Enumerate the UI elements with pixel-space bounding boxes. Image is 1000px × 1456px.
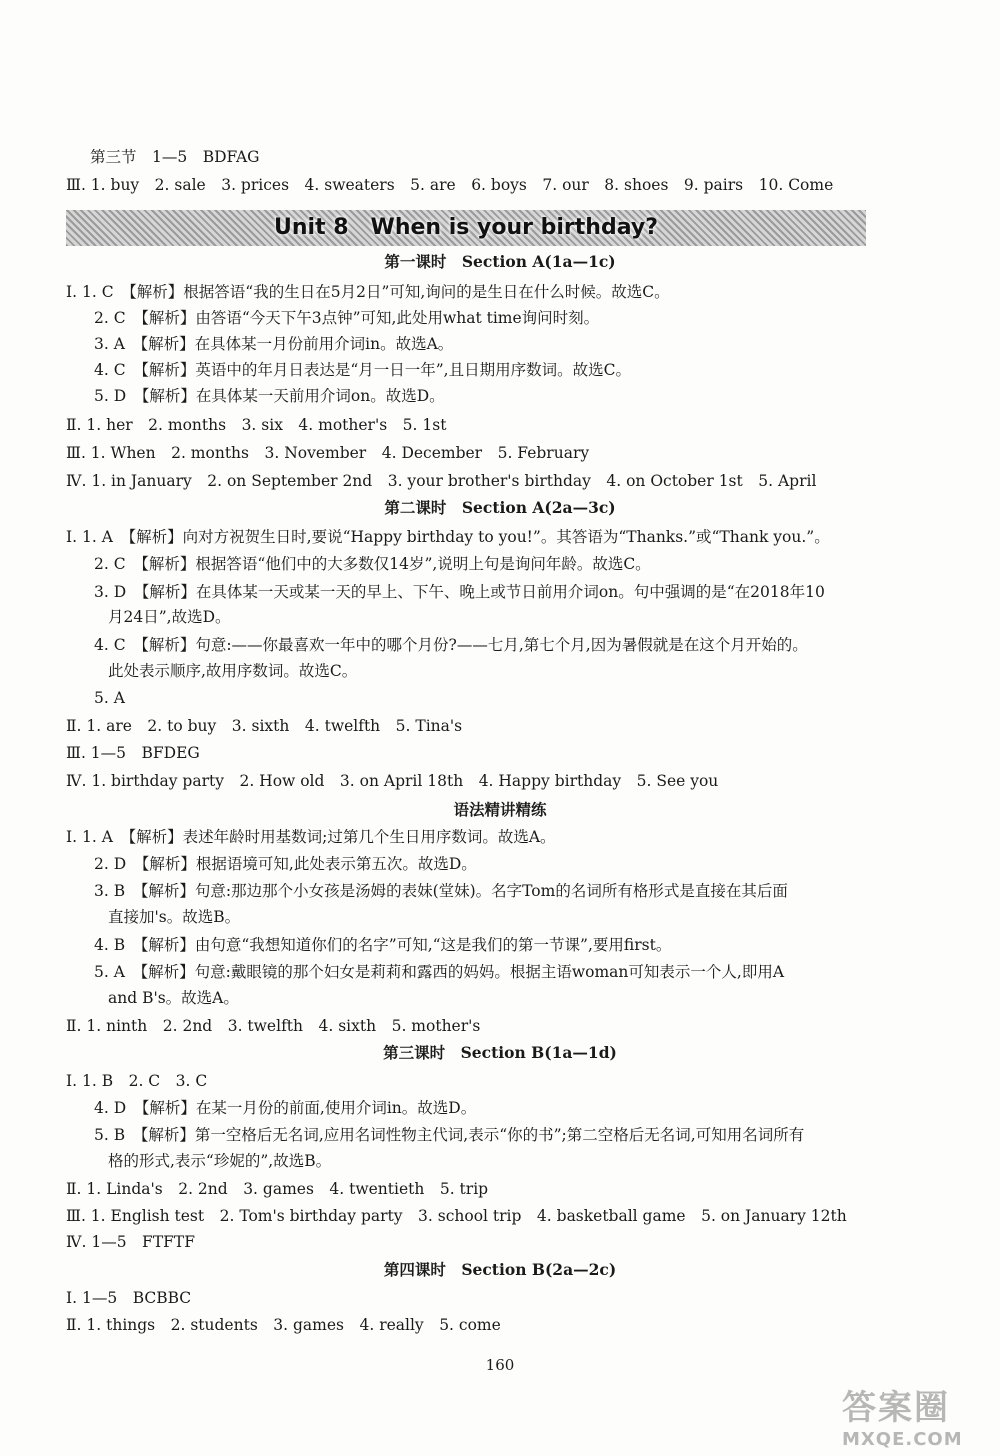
answer-line: Ⅰ. 1—5 BCBBC bbox=[66, 1289, 192, 1307]
answer-line: 5. D 【解析】在具体某一天前用介词on。故选D。 bbox=[94, 387, 445, 405]
unit-banner bbox=[66, 210, 866, 246]
answer-line: 4. D 【解析】在某一月份的前面,使用介词in。故选D。 bbox=[94, 1099, 477, 1117]
answer-line: 5. A bbox=[94, 689, 125, 707]
answer-line: 5. B 【解析】第一空格后无名词,应用名词性物主代词,表示“你的书”;第二空格后无名词,可知用名词所有 bbox=[94, 1126, 805, 1144]
answer-line: Ⅰ. 1. C 【解析】根据答语“我的生日在5月2日”可知,询问的是生日在什么时候。故选C。 bbox=[66, 283, 670, 301]
answer-line: 此处表示顺序,故用序数词。故选C。 bbox=[108, 662, 358, 680]
answer-line: Ⅰ. 1. A 【解析】表述年龄时用基数词;过第几个生日用序数词。故选A。 bbox=[66, 828, 556, 846]
answer-line: 5. A 【解析】句意:戴眼镜的那个妇女是莉莉和露西的妈妈。根据主语woman可知表示一个人,即用A bbox=[94, 963, 785, 981]
watermark-text: 答案圈 bbox=[842, 1388, 950, 1428]
answer-line: 4. C 【解析】英语中的年月日表达是“月一日一年”,且日期用序数词。故选C。 bbox=[94, 361, 631, 379]
answer-line: Ⅳ. 1—5 FTFTF bbox=[66, 1233, 196, 1251]
answer-line: 月24日”,故选D。 bbox=[108, 608, 231, 626]
answer-line: 直接加's。故选B。 bbox=[108, 908, 241, 926]
answer-line: Ⅱ. 1. are 2. to buy 3. sixth 4. twelfth 5. Tina's bbox=[66, 717, 463, 735]
answer-line: 2. C 【解析】由答语“今天下午3点钟”可知,此处用what time询问时刻。 bbox=[94, 309, 600, 327]
unit-title: Unit 8 When is your birthday? bbox=[274, 215, 658, 240]
part-3-answers: Ⅲ. 1. buy 2. sale 3. prices 4. sweaters 5. are 6. boys 7. our 8. shoes 9. pairs 10. Come bbox=[66, 176, 834, 194]
watermark-domain: MXQE.COM bbox=[842, 1429, 963, 1450]
watermark-logo bbox=[842, 1380, 992, 1450]
lesson-3-heading: 第三课时 Section B(1a—1d) bbox=[383, 1043, 617, 1062]
answer-line: 3. A 【解析】在具体某一月份前用介词in。故选A。 bbox=[94, 335, 454, 353]
answer-line: 4. C 【解析】句意:——你最喜欢一年中的哪个月份?——七月,第七个月,因为暑假就是在这个月开始的。 bbox=[94, 636, 808, 654]
lesson-1-heading: 第一课时 Section A(1a—1c) bbox=[384, 252, 616, 271]
answer-line: 3. D 【解析】在具体某一天或某一天的早上、下午、晚上或节日前用介词on。句中强调的是“在2018年10 bbox=[94, 583, 825, 601]
answer-line: Ⅳ. 1. birthday party 2. How old 3. on April 18th 4. Happy birthday 5. See you bbox=[66, 772, 719, 790]
answer-line: Ⅲ. 1. English test 2. Tom's birthday party 3. school trip 4. basketball game 5. on January 12th bbox=[66, 1207, 847, 1225]
answer-line: 2. C 【解析】根据答语“他们中的大多数仅14岁”,说明上句是询问年龄。故选C。 bbox=[94, 555, 651, 573]
answer-line: 格的形式,表示“珍妮的”,故选B。 bbox=[108, 1152, 332, 1170]
answer-line: 3. B 【解析】句意:那边那个小女孩是汤姆的表妹(堂妹)。名字Tom的名词所有格形式是直接在其后面 bbox=[94, 882, 788, 900]
answer-line: Ⅳ. 1. in January 2. on September 2nd 3. your brother's birthday 4. on October 1st 5. April bbox=[66, 472, 817, 490]
answer-line: Ⅲ. 1—5 BFDEG bbox=[66, 744, 200, 762]
grammar-heading: 语法精讲精练 bbox=[453, 800, 547, 819]
answer-line: Ⅲ. 1. When 2. months 3. November 4. December 5. February bbox=[66, 444, 590, 462]
answer-line: 2. D 【解析】根据语境可知,此处表示第五次。故选D。 bbox=[94, 855, 477, 873]
answer-line: Ⅰ. 1. B 2. C 3. C bbox=[66, 1072, 208, 1090]
answer-line: 4. B 【解析】由句意“我想知道你们的名字”可知,“这是我们的第一节课”,要用first。 bbox=[94, 936, 672, 954]
answer-line: Ⅱ. 1. her 2. months 3. six 4. mother's 5. 1st bbox=[66, 416, 447, 434]
answer-line: Ⅰ. 1. A 【解析】向对方祝贺生日时,要说“Happy birthday to you!”。其答语为“Thanks.”或“Thank you.”。 bbox=[66, 528, 830, 546]
lesson-4-heading: 第四课时 Section B(2a—2c) bbox=[383, 1260, 617, 1279]
answer-line: Ⅱ. 1. Linda's 2. 2nd 3. games 4. twentieth 5. trip bbox=[66, 1180, 489, 1198]
answer-line: Ⅱ. 1. ninth 2. 2nd 3. twelfth 4. sixth 5. mother's bbox=[66, 1017, 481, 1035]
answer-line: Ⅱ. 1. things 2. students 3. games 4. really 5. come bbox=[66, 1316, 501, 1334]
lesson-2-heading: 第二课时 Section A(2a—3c) bbox=[384, 498, 616, 517]
section-3-answers: 第三节 1—5 BDFAG bbox=[90, 148, 260, 166]
answer-line: and B's。故选A。 bbox=[108, 989, 239, 1007]
page-number: 160 bbox=[485, 1356, 515, 1374]
